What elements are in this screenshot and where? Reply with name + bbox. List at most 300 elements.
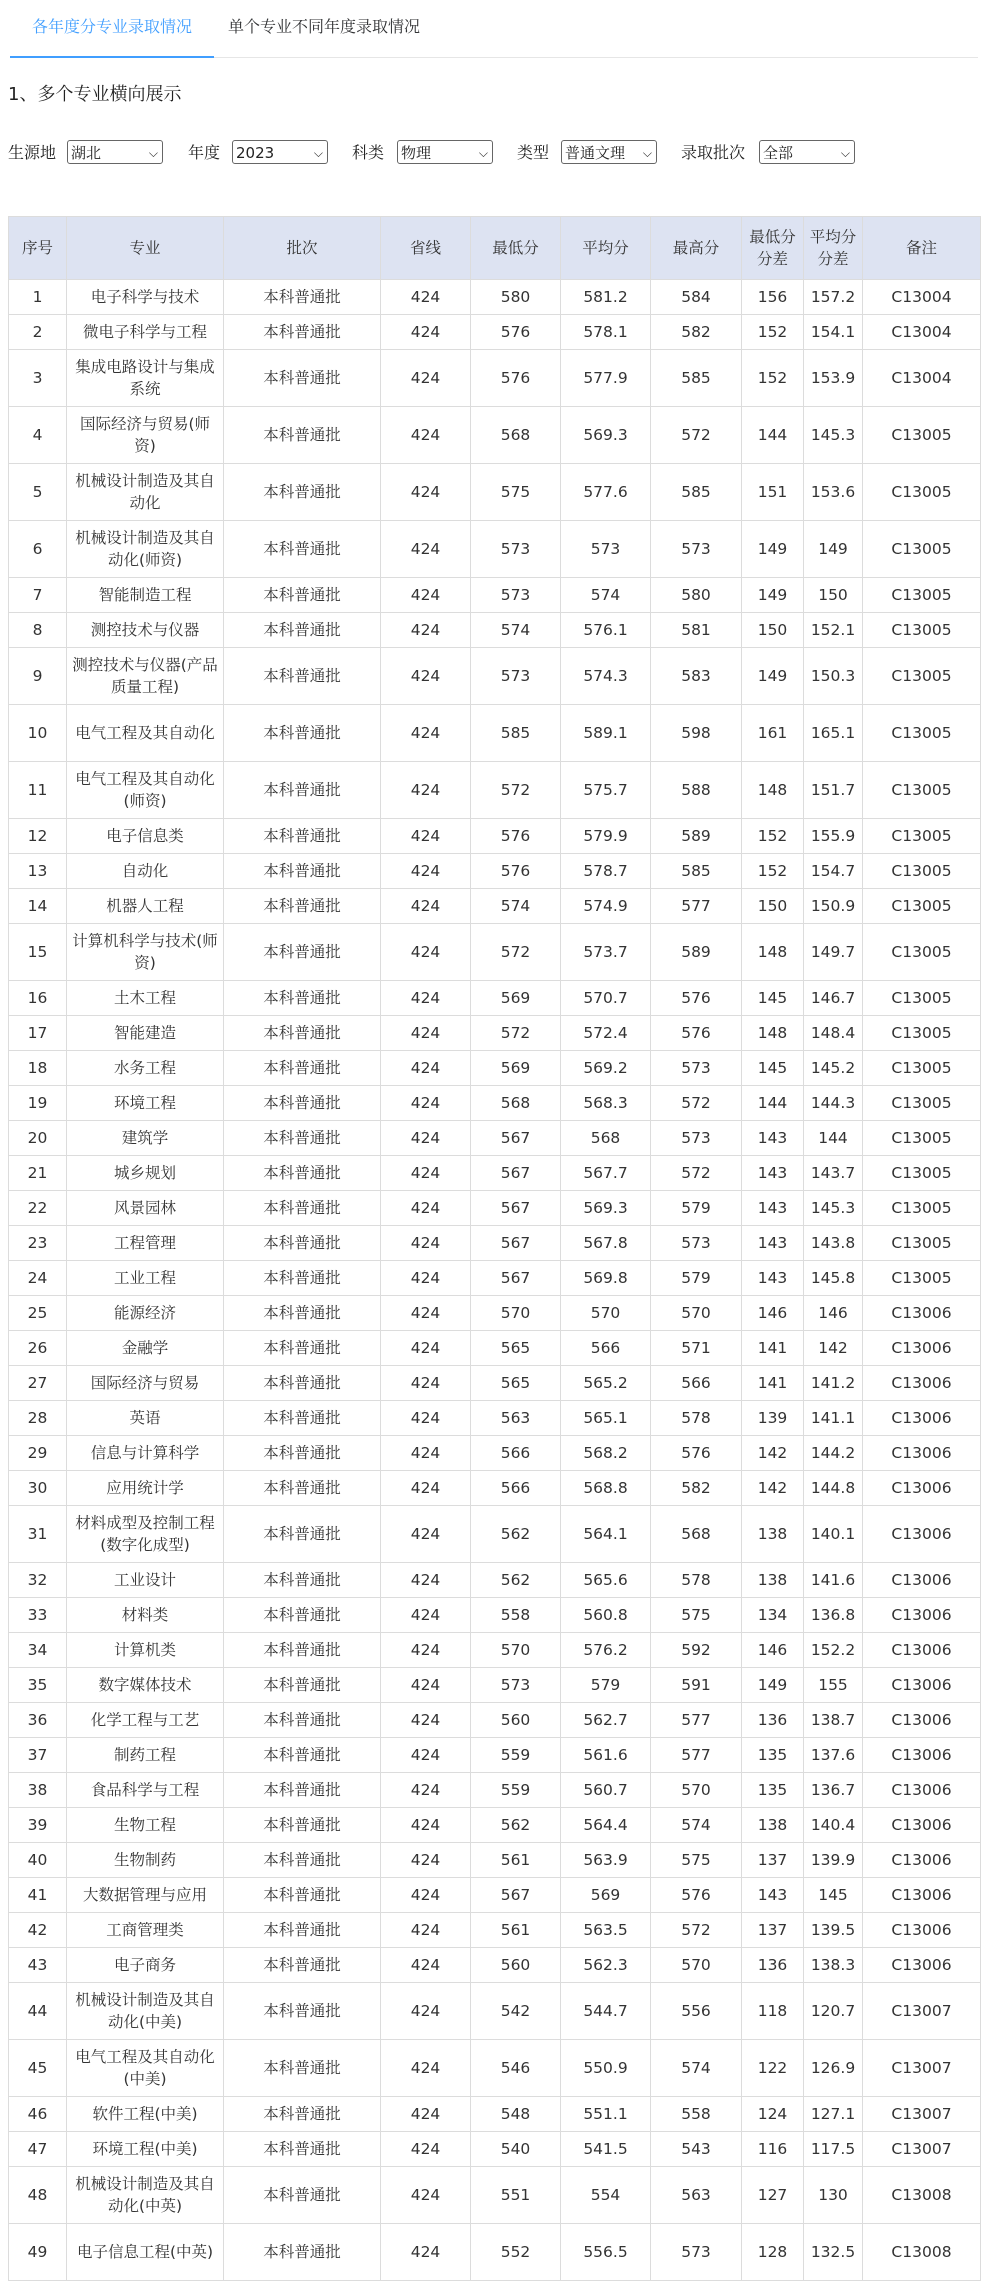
table-cell: 563 [471, 1401, 561, 1436]
table-cell: 567 [471, 1191, 561, 1226]
table-cell: C13005 [863, 854, 981, 889]
table-cell: 环境工程(中美) [67, 2132, 224, 2167]
table-cell: 本科普通批 [224, 1471, 381, 1506]
table-cell: 146 [804, 1296, 863, 1331]
table-cell: 568 [561, 1121, 651, 1156]
table-cell: 37 [9, 1738, 67, 1773]
section-title: 1、多个专业横向展示 [8, 84, 182, 105]
table-cell: 143 [742, 1191, 804, 1226]
table-cell: 电子信息工程(中英) [67, 2224, 224, 2281]
year-select[interactable] [232, 140, 328, 164]
table-row [9, 350, 981, 407]
table-cell: 424 [381, 315, 471, 350]
table-cell: 585 [651, 464, 742, 521]
table-cell: 150 [742, 613, 804, 648]
table-cell: 33 [9, 1598, 67, 1633]
column-header: 最高分 [651, 217, 742, 280]
table-cell: 140.4 [804, 1808, 863, 1843]
table-cell: 565 [471, 1331, 561, 1366]
table-cell: C13006 [863, 1598, 981, 1633]
table-row [9, 1261, 981, 1296]
table-cell: 148 [742, 762, 804, 819]
filter-year-label: 年度 [188, 143, 221, 162]
table-cell: 543 [651, 2132, 742, 2167]
chevron-down-icon: ⌵ [478, 146, 488, 160]
table-cell: 573 [471, 648, 561, 705]
subject-select[interactable] [397, 140, 493, 164]
table-cell: C13006 [863, 1948, 981, 1983]
table-cell: 585 [651, 854, 742, 889]
table-cell: 558 [471, 1598, 561, 1633]
table-cell: 582 [651, 1471, 742, 1506]
table-row [9, 705, 981, 762]
table-cell: 424 [381, 1633, 471, 1668]
table-cell: 152 [742, 819, 804, 854]
table-cell: 17 [9, 1016, 67, 1051]
table-cell: 561.6 [561, 1738, 651, 1773]
table-cell: 本科普通批 [224, 889, 381, 924]
table-cell: C13006 [863, 1506, 981, 1563]
table-cell: C13005 [863, 1156, 981, 1191]
table-cell: 573 [651, 1121, 742, 1156]
table-cell: 本科普通批 [224, 1738, 381, 1773]
table-cell: 34 [9, 1633, 67, 1668]
table-cell: 本科普通批 [224, 2132, 381, 2167]
table-cell: 578.7 [561, 854, 651, 889]
table-row [9, 1051, 981, 1086]
table-cell: 569.2 [561, 1051, 651, 1086]
table-cell: 576 [471, 315, 561, 350]
table-cell: 565 [471, 1366, 561, 1401]
table-cell: 567.7 [561, 1156, 651, 1191]
table-row [9, 464, 981, 521]
table-cell: 576 [471, 854, 561, 889]
tab-by-year-major[interactable]: 各年度分专业录取情况 [32, 0, 192, 57]
table-cell: 本科普通批 [224, 2097, 381, 2132]
filter-type [517, 140, 549, 166]
table-cell: 584 [651, 280, 742, 315]
origin-select[interactable] [67, 140, 163, 164]
table-cell: 564.1 [561, 1506, 651, 1563]
table-cell: 150 [804, 578, 863, 613]
table-row [9, 2040, 981, 2097]
table-cell: 142 [742, 1471, 804, 1506]
table-cell: 575 [651, 1598, 742, 1633]
table-row [9, 981, 981, 1016]
table-cell: 548 [471, 2097, 561, 2132]
tab-single-major-years[interactable]: 单个专业不同年度录取情况 [228, 17, 421, 36]
table-row [9, 1983, 981, 2040]
table-cell: 424 [381, 1191, 471, 1226]
table-cell: 574 [561, 578, 651, 613]
table-cell: 154.1 [804, 315, 863, 350]
table-cell: 424 [381, 1016, 471, 1051]
table-cell: C13006 [863, 1773, 981, 1808]
table-cell: 148.4 [804, 1016, 863, 1051]
table-cell: 电气工程及其自动化 [67, 705, 224, 762]
table-row [9, 1471, 981, 1506]
table-cell: 551 [471, 2167, 561, 2224]
table-cell: 589 [651, 924, 742, 981]
batch-select-value: 全部 [763, 144, 794, 162]
table-cell: 139 [742, 1401, 804, 1436]
table-cell: 19 [9, 1086, 67, 1121]
table-cell: 424 [381, 1261, 471, 1296]
column-header: 专业 [67, 217, 224, 280]
table-cell: 578 [651, 1401, 742, 1436]
table-cell: 424 [381, 924, 471, 981]
table-cell: 机械设计制造及其自动化 [67, 464, 224, 521]
table-cell: 565.2 [561, 1366, 651, 1401]
table-cell: 572.4 [561, 1016, 651, 1051]
table-cell: 本科普通批 [224, 648, 381, 705]
table-cell: 化学工程与工艺 [67, 1703, 224, 1738]
table-cell: 136.7 [804, 1773, 863, 1808]
table-cell: 146 [742, 1296, 804, 1331]
table-cell: 本科普通批 [224, 1401, 381, 1436]
table-cell: 573 [471, 521, 561, 578]
table-cell: 424 [381, 1506, 471, 1563]
table-cell: 571 [651, 1331, 742, 1366]
table-cell: 电气工程及其自动化(中美) [67, 2040, 224, 2097]
table-cell: 554 [561, 2167, 651, 2224]
table-cell: 579 [651, 1261, 742, 1296]
table-cell: 本科普通批 [224, 407, 381, 464]
table-row [9, 1878, 981, 1913]
table-cell: 148 [742, 924, 804, 981]
table-cell: 130 [804, 2167, 863, 2224]
table-cell: 21 [9, 1156, 67, 1191]
table-cell: 149 [742, 578, 804, 613]
filter-origin-label: 生源地 [8, 143, 57, 162]
table-row [9, 315, 981, 350]
table-cell: 8 [9, 613, 67, 648]
table-cell: 562 [471, 1563, 561, 1598]
table-cell: 食品科学与工程 [67, 1773, 224, 1808]
table-cell: 144 [742, 1086, 804, 1121]
table-cell: 424 [381, 1226, 471, 1261]
table-cell: 157.2 [804, 280, 863, 315]
table-cell: 143 [742, 1121, 804, 1156]
table-cell: 579 [561, 1668, 651, 1703]
table-cell: C13005 [863, 762, 981, 819]
table-cell: 本科普通批 [224, 1913, 381, 1948]
table-cell: 424 [381, 1296, 471, 1331]
table-cell: 本科普通批 [224, 1051, 381, 1086]
table-cell: 145 [742, 981, 804, 1016]
table-cell: 556.5 [561, 2224, 651, 2281]
table-row [9, 1366, 981, 1401]
table-cell: 589.1 [561, 705, 651, 762]
table-cell: 565.6 [561, 1563, 651, 1598]
table-cell: 424 [381, 350, 471, 407]
table-cell: 本科普通批 [224, 1843, 381, 1878]
table-cell: 577.6 [561, 464, 651, 521]
table-cell: 424 [381, 889, 471, 924]
table-cell: 测控技术与仪器 [67, 613, 224, 648]
table-cell: 574.3 [561, 648, 651, 705]
table-cell: 120.7 [804, 1983, 863, 2040]
table-row [9, 924, 981, 981]
table-cell: 579 [651, 1191, 742, 1226]
subject-select-value: 物理 [401, 144, 432, 162]
table-cell: 138.3 [804, 1948, 863, 1983]
table-cell: 136 [742, 1948, 804, 1983]
table-cell: 本科普通批 [224, 981, 381, 1016]
table-cell: 570 [471, 1296, 561, 1331]
table-cell: 424 [381, 521, 471, 578]
table-cell: 576 [471, 350, 561, 407]
table-cell: 151 [742, 464, 804, 521]
table-cell: 574 [651, 2040, 742, 2097]
table-cell: 546 [471, 2040, 561, 2097]
table-cell: 145 [804, 1878, 863, 1913]
table-cell: 144 [742, 407, 804, 464]
table-cell: 567 [471, 1156, 561, 1191]
table-cell: 12 [9, 819, 67, 854]
table-cell: 137.6 [804, 1738, 863, 1773]
table-cell: 424 [381, 1703, 471, 1738]
table-cell: C13007 [863, 1983, 981, 2040]
batch-select[interactable] [759, 140, 855, 164]
table-cell: 577.9 [561, 350, 651, 407]
table-cell: C13007 [863, 2097, 981, 2132]
table-cell: 138 [742, 1506, 804, 1563]
table-cell: 153.6 [804, 464, 863, 521]
table-cell: 本科普通批 [224, 2224, 381, 2281]
table-cell: C13006 [863, 1668, 981, 1703]
table-row [9, 1436, 981, 1471]
table-cell: 573 [471, 578, 561, 613]
table-cell: 本科普通批 [224, 2167, 381, 2224]
table-cell: 138 [742, 1563, 804, 1598]
table-cell: 能源经济 [67, 1296, 224, 1331]
table-cell: C13005 [863, 705, 981, 762]
table-cell: 574 [651, 1808, 742, 1843]
table-cell: C13008 [863, 2167, 981, 2224]
table-cell: 578 [651, 1563, 742, 1598]
table-cell: 424 [381, 1051, 471, 1086]
table-cell: 本科普通批 [224, 280, 381, 315]
table-cell: 本科普通批 [224, 762, 381, 819]
table-cell: 575 [651, 1843, 742, 1878]
table-cell: 424 [381, 1086, 471, 1121]
table-cell: C13005 [863, 1016, 981, 1051]
table-cell: 风景园林 [67, 1191, 224, 1226]
table-cell: 148 [742, 1016, 804, 1051]
table-cell: 本科普通批 [224, 464, 381, 521]
table-cell: 143 [742, 1261, 804, 1296]
table-cell: 574 [471, 889, 561, 924]
table-cell: C13005 [863, 1051, 981, 1086]
table-cell: C13005 [863, 1121, 981, 1156]
table-cell: 570 [651, 1773, 742, 1808]
table-cell: 424 [381, 1913, 471, 1948]
table-cell: 本科普通批 [224, 1506, 381, 1563]
table-cell: C13005 [863, 1086, 981, 1121]
table-cell: 143.7 [804, 1156, 863, 1191]
table-row [9, 578, 981, 613]
table-cell: 424 [381, 705, 471, 762]
table-cell: 建筑学 [67, 1121, 224, 1156]
table-cell: 146 [742, 1633, 804, 1668]
table-cell: 589 [651, 819, 742, 854]
table-cell: 591 [651, 1668, 742, 1703]
table-cell: C13005 [863, 1191, 981, 1226]
table-cell: 572 [471, 1016, 561, 1051]
table-cell: 金融学 [67, 1331, 224, 1366]
table-cell: 139.9 [804, 1843, 863, 1878]
table-cell: C13007 [863, 2132, 981, 2167]
table-cell: 计算机类 [67, 1633, 224, 1668]
table-cell: 机械设计制造及其自动化(师资) [67, 521, 224, 578]
table-row [9, 2224, 981, 2281]
table-cell: 150 [742, 889, 804, 924]
table-cell: 592 [651, 1633, 742, 1668]
table-cell: 568.8 [561, 1471, 651, 1506]
table-cell: C13006 [863, 1331, 981, 1366]
table-cell: 7 [9, 578, 67, 613]
table-cell: 29 [9, 1436, 67, 1471]
chevron-down-icon: ⌵ [840, 146, 850, 160]
table-cell: 13 [9, 854, 67, 889]
table-cell: 585 [651, 350, 742, 407]
table-cell: 本科普通批 [224, 1156, 381, 1191]
table-cell: 576 [651, 981, 742, 1016]
table-cell: 145.3 [804, 1191, 863, 1226]
table-cell: 580 [471, 280, 561, 315]
table-cell: 153.9 [804, 350, 863, 407]
type-select[interactable] [561, 140, 657, 164]
table-cell: 570 [471, 1633, 561, 1668]
table-cell: 570 [561, 1296, 651, 1331]
table-cell: C13006 [863, 1436, 981, 1471]
table-cell: 152 [742, 854, 804, 889]
table-cell: 424 [381, 762, 471, 819]
table-cell: 424 [381, 854, 471, 889]
table-cell: 国际经济与贸易(师资) [67, 407, 224, 464]
table-cell: 566 [471, 1436, 561, 1471]
table-cell: 144.2 [804, 1436, 863, 1471]
table-cell: 大数据管理与应用 [67, 1878, 224, 1913]
table-cell: 134 [742, 1598, 804, 1633]
table-cell: 116 [742, 2132, 804, 2167]
table-cell: 581.2 [561, 280, 651, 315]
table-cell: 540 [471, 2132, 561, 2167]
table-cell: C13006 [863, 1563, 981, 1598]
table-cell: 智能建造 [67, 1016, 224, 1051]
table-cell: 23 [9, 1226, 67, 1261]
table-cell: 424 [381, 2132, 471, 2167]
table-cell: 14 [9, 889, 67, 924]
table-cell: 136 [742, 1703, 804, 1738]
table-cell: 本科普通批 [224, 1598, 381, 1633]
table-cell: 本科普通批 [224, 1983, 381, 2040]
table-cell: 152 [742, 315, 804, 350]
table-row [9, 1738, 981, 1773]
table-cell: 161 [742, 705, 804, 762]
table-cell: 本科普通批 [224, 1668, 381, 1703]
table-cell: C13005 [863, 889, 981, 924]
table-row [9, 407, 981, 464]
table-cell: 电子商务 [67, 1948, 224, 1983]
table-cell: 143 [742, 1878, 804, 1913]
table-cell: 146.7 [804, 981, 863, 1016]
filter-batch-label: 录取批次 [681, 143, 746, 162]
table-cell: 155.9 [804, 819, 863, 854]
table-cell: 573 [471, 1668, 561, 1703]
column-header: 平均分分差 [804, 217, 863, 280]
admission-table [8, 216, 981, 2281]
table-cell: 143.8 [804, 1226, 863, 1261]
table-cell: 564.4 [561, 1808, 651, 1843]
table-cell: 567 [471, 1226, 561, 1261]
table-row [9, 1633, 981, 1668]
table-cell: 576 [651, 1878, 742, 1913]
table-cell: 559 [471, 1738, 561, 1773]
table-cell: 139.5 [804, 1913, 863, 1948]
table-cell: 本科普通批 [224, 924, 381, 981]
table-cell: 计算机科学与技术(师资) [67, 924, 224, 981]
table-cell: 机器人工程 [67, 889, 224, 924]
table-row [9, 2167, 981, 2224]
table-cell: 559 [471, 1773, 561, 1808]
table-cell: 本科普通批 [224, 1331, 381, 1366]
table-cell: 550.9 [561, 2040, 651, 2097]
table-cell: 4 [9, 407, 67, 464]
table-cell: 568 [471, 407, 561, 464]
table-cell: 本科普通批 [224, 2040, 381, 2097]
table-cell: 材料类 [67, 1598, 224, 1633]
table-cell: 数字媒体技术 [67, 1668, 224, 1703]
chevron-down-icon: ⌵ [148, 146, 158, 160]
table-cell: 573 [651, 521, 742, 578]
table-cell: 145.2 [804, 1051, 863, 1086]
table-row [9, 1668, 981, 1703]
table-cell: 信息与计算科学 [67, 1436, 224, 1471]
table-cell: 573 [561, 521, 651, 578]
table-row [9, 1913, 981, 1948]
table-cell: 122 [742, 2040, 804, 2097]
table-cell: 579.9 [561, 819, 651, 854]
table-cell: 28 [9, 1401, 67, 1436]
table-cell: 制药工程 [67, 1738, 224, 1773]
table-cell: 542 [471, 1983, 561, 2040]
table-cell: 154.7 [804, 854, 863, 889]
table-row [9, 2132, 981, 2167]
table-row [9, 1331, 981, 1366]
table-cell: 136.8 [804, 1598, 863, 1633]
table-cell: 本科普通批 [224, 1366, 381, 1401]
table-cell: 152.1 [804, 613, 863, 648]
table-cell: 132.5 [804, 2224, 863, 2281]
table-cell: 128 [742, 2224, 804, 2281]
table-cell: 566 [471, 1471, 561, 1506]
table-row [9, 1086, 981, 1121]
table-cell: 580 [651, 578, 742, 613]
table-row [9, 648, 981, 705]
table-cell: 424 [381, 1808, 471, 1843]
table-cell: 141 [742, 1366, 804, 1401]
table-cell: 560.8 [561, 1598, 651, 1633]
table-cell: 40 [9, 1843, 67, 1878]
table-cell: 424 [381, 1331, 471, 1366]
table-cell: 582 [651, 315, 742, 350]
table-cell: 572 [651, 1156, 742, 1191]
table-cell: 588 [651, 762, 742, 819]
table-cell: 560 [471, 1948, 561, 1983]
year-select-value: 2023 [236, 144, 275, 162]
